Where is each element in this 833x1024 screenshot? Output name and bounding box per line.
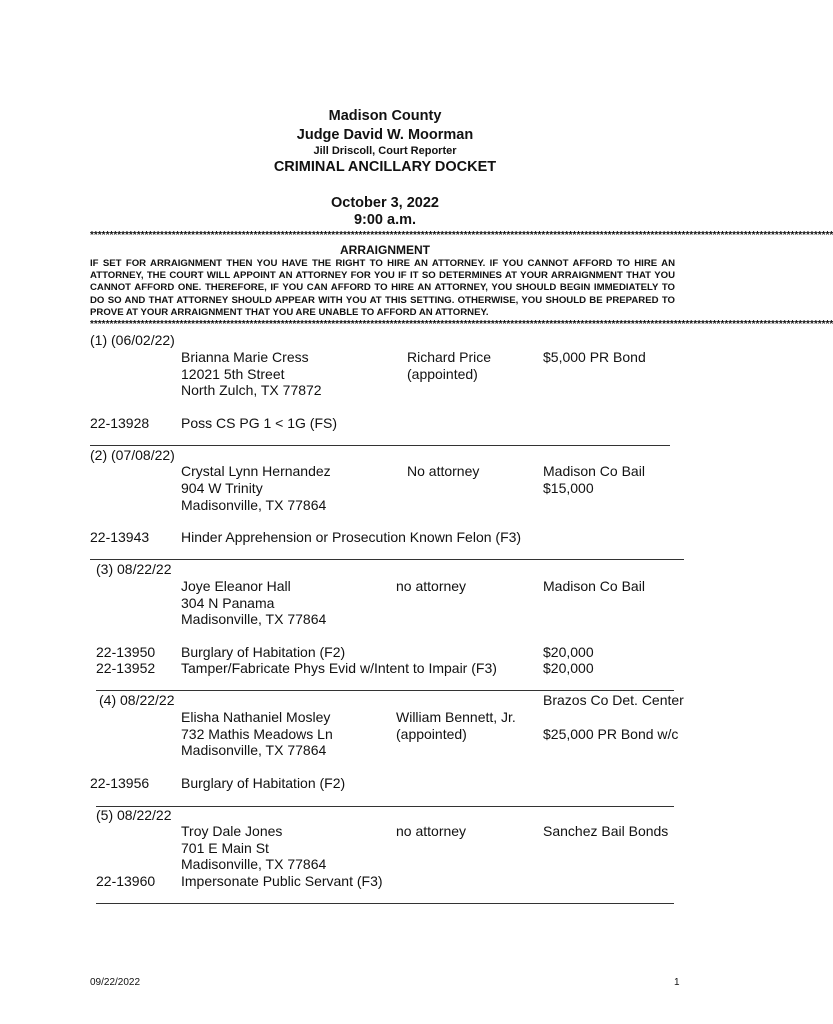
cause-number: 22-13950 — [96, 644, 156, 660]
bond-amount: $15,000 — [543, 480, 594, 496]
defendant-name: Troy Dale Jones — [181, 823, 283, 839]
bond: Madison Co Bail — [543, 463, 645, 479]
bond: $25,000 PR Bond w/c — [543, 726, 679, 742]
attorney: Richard Price — [407, 349, 492, 365]
bond-amount: $20,000 — [543, 644, 594, 660]
case-divider — [96, 690, 674, 691]
bond: Sanchez Bail Bonds — [543, 823, 669, 839]
separator-stars-top: *********************************************************************************************************************************************************************************************** — [90, 230, 833, 241]
defendant-name: Joye Eleanor Hall — [181, 578, 291, 594]
bond-location: Brazos Co Det. Center — [543, 692, 684, 708]
case-divider — [96, 806, 674, 807]
arraignment-notice: IF SET FOR ARRAIGNMENT THEN YOU HAVE THE RIGHT TO HIRE AN ATTORNEY. IF YOU CANNOT AFFORD TO HIRE AN ATTORNEY, THE COURT WILL APPOINT AN ATTORNEY FOR YOU IF IT SO DETERMINES AT YOUR ARRAIGNMENT THAT YOU CANNOT AFFORD ONE. THEREFORE, IF YOU CAN AFFORD TO HIRE AN ATTORNEY, YOU SHOULD BEGIN IMMEDIATELY TO DO SO AND THAT ATTORNEY SHOULD APPEAR WITH YOU AT THIS SETTING. OTHERWISE, YOU SHOULD BE PREPARED TO PROVE AT YOUR ARRAIGNMENT THAT YOU ARE UNABLE TO AFFORD AN ATTORNEY. — [90, 258, 675, 318]
attorney: no attorney — [396, 823, 467, 839]
page-number: 1 — [674, 977, 680, 988]
defendant-name: Brianna Marie Cress — [181, 349, 309, 365]
defendant-name: Crystal Lynn Hernandez — [181, 463, 331, 479]
docket-title: CRIMINAL ANCILLARY DOCKET — [273, 159, 497, 175]
case-divider — [90, 559, 684, 560]
bond: Madison Co Bail — [543, 578, 645, 594]
judge-name: Judge David W. Moorman — [296, 127, 474, 143]
defendant-address: 701 E Main St — [181, 840, 269, 856]
footer-date: 09/22/2022 — [90, 977, 141, 988]
defendant-name: Elisha Nathaniel Mosley — [181, 709, 331, 725]
cause-number: 22-13943 — [90, 529, 150, 545]
case-number-date: (4) 08/22/22 — [99, 692, 175, 708]
attorney: no attorney — [396, 578, 467, 594]
defendant-city: Madisonville, TX 77864 — [181, 611, 327, 627]
offense: Burglary of Habitation (F2) — [181, 644, 346, 660]
case-number-date: (2) (07/08/22) — [90, 447, 175, 463]
defendant-city: Madisonville, TX 77864 — [181, 497, 327, 513]
cause-number: 22-13956 — [90, 775, 150, 791]
case-number-date: (3) 08/22/22 — [96, 561, 172, 577]
defendant-city: Madisonville, TX 77864 — [181, 742, 327, 758]
defendant-address: 904 W Trinity — [181, 480, 263, 496]
defendant-city: Madisonville, TX 77864 — [181, 856, 327, 872]
defendant-address: 732 Mathis Meadows Ln — [181, 726, 333, 742]
defendant-city: North Zulch, TX 77872 — [181, 382, 322, 398]
docket-date: October 3, 2022 — [331, 195, 439, 211]
defendant-address: 12021 5th Street — [181, 366, 285, 382]
arraignment-heading: ARRAIGNMENT — [340, 243, 430, 257]
bond: $5,000 PR Bond — [543, 349, 646, 365]
defendant-address: 304 N Panama — [181, 595, 275, 611]
bond-amount: $20,000 — [543, 660, 594, 676]
case-divider — [90, 445, 670, 446]
county-title: Madison County — [328, 108, 442, 124]
case-number-date: (5) 08/22/22 — [96, 807, 172, 823]
court-reporter: Jill Driscoll, Court Reporter — [313, 145, 457, 157]
offense: Poss CS PG 1 < 1G (FS) — [181, 415, 337, 431]
attorney: No attorney — [407, 463, 480, 479]
offense: Tamper/Fabricate Phys Evid w/Intent to Impair (F3) — [181, 660, 497, 676]
attorney-status: (appointed) — [396, 726, 467, 742]
case-number-date: (1) (06/02/22) — [90, 332, 175, 348]
separator-stars-bottom: *********************************************************************************************************************************************************************************************** — [90, 319, 833, 330]
attorney: William Bennett, Jr. — [396, 709, 516, 725]
offense: Burglary of Habitation (F2) — [181, 775, 346, 791]
case-divider — [96, 903, 674, 904]
docket-time: 9:00 a.m. — [353, 212, 417, 228]
offense: Hinder Apprehension or Prosecution Known Felon (F3) — [181, 529, 522, 545]
cause-number: 22-13928 — [90, 415, 150, 431]
attorney-status: (appointed) — [407, 366, 478, 382]
offense: Impersonate Public Servant (F3) — [181, 873, 383, 889]
cause-number: 22-13952 — [96, 660, 156, 676]
cause-number: 22-13960 — [96, 873, 156, 889]
